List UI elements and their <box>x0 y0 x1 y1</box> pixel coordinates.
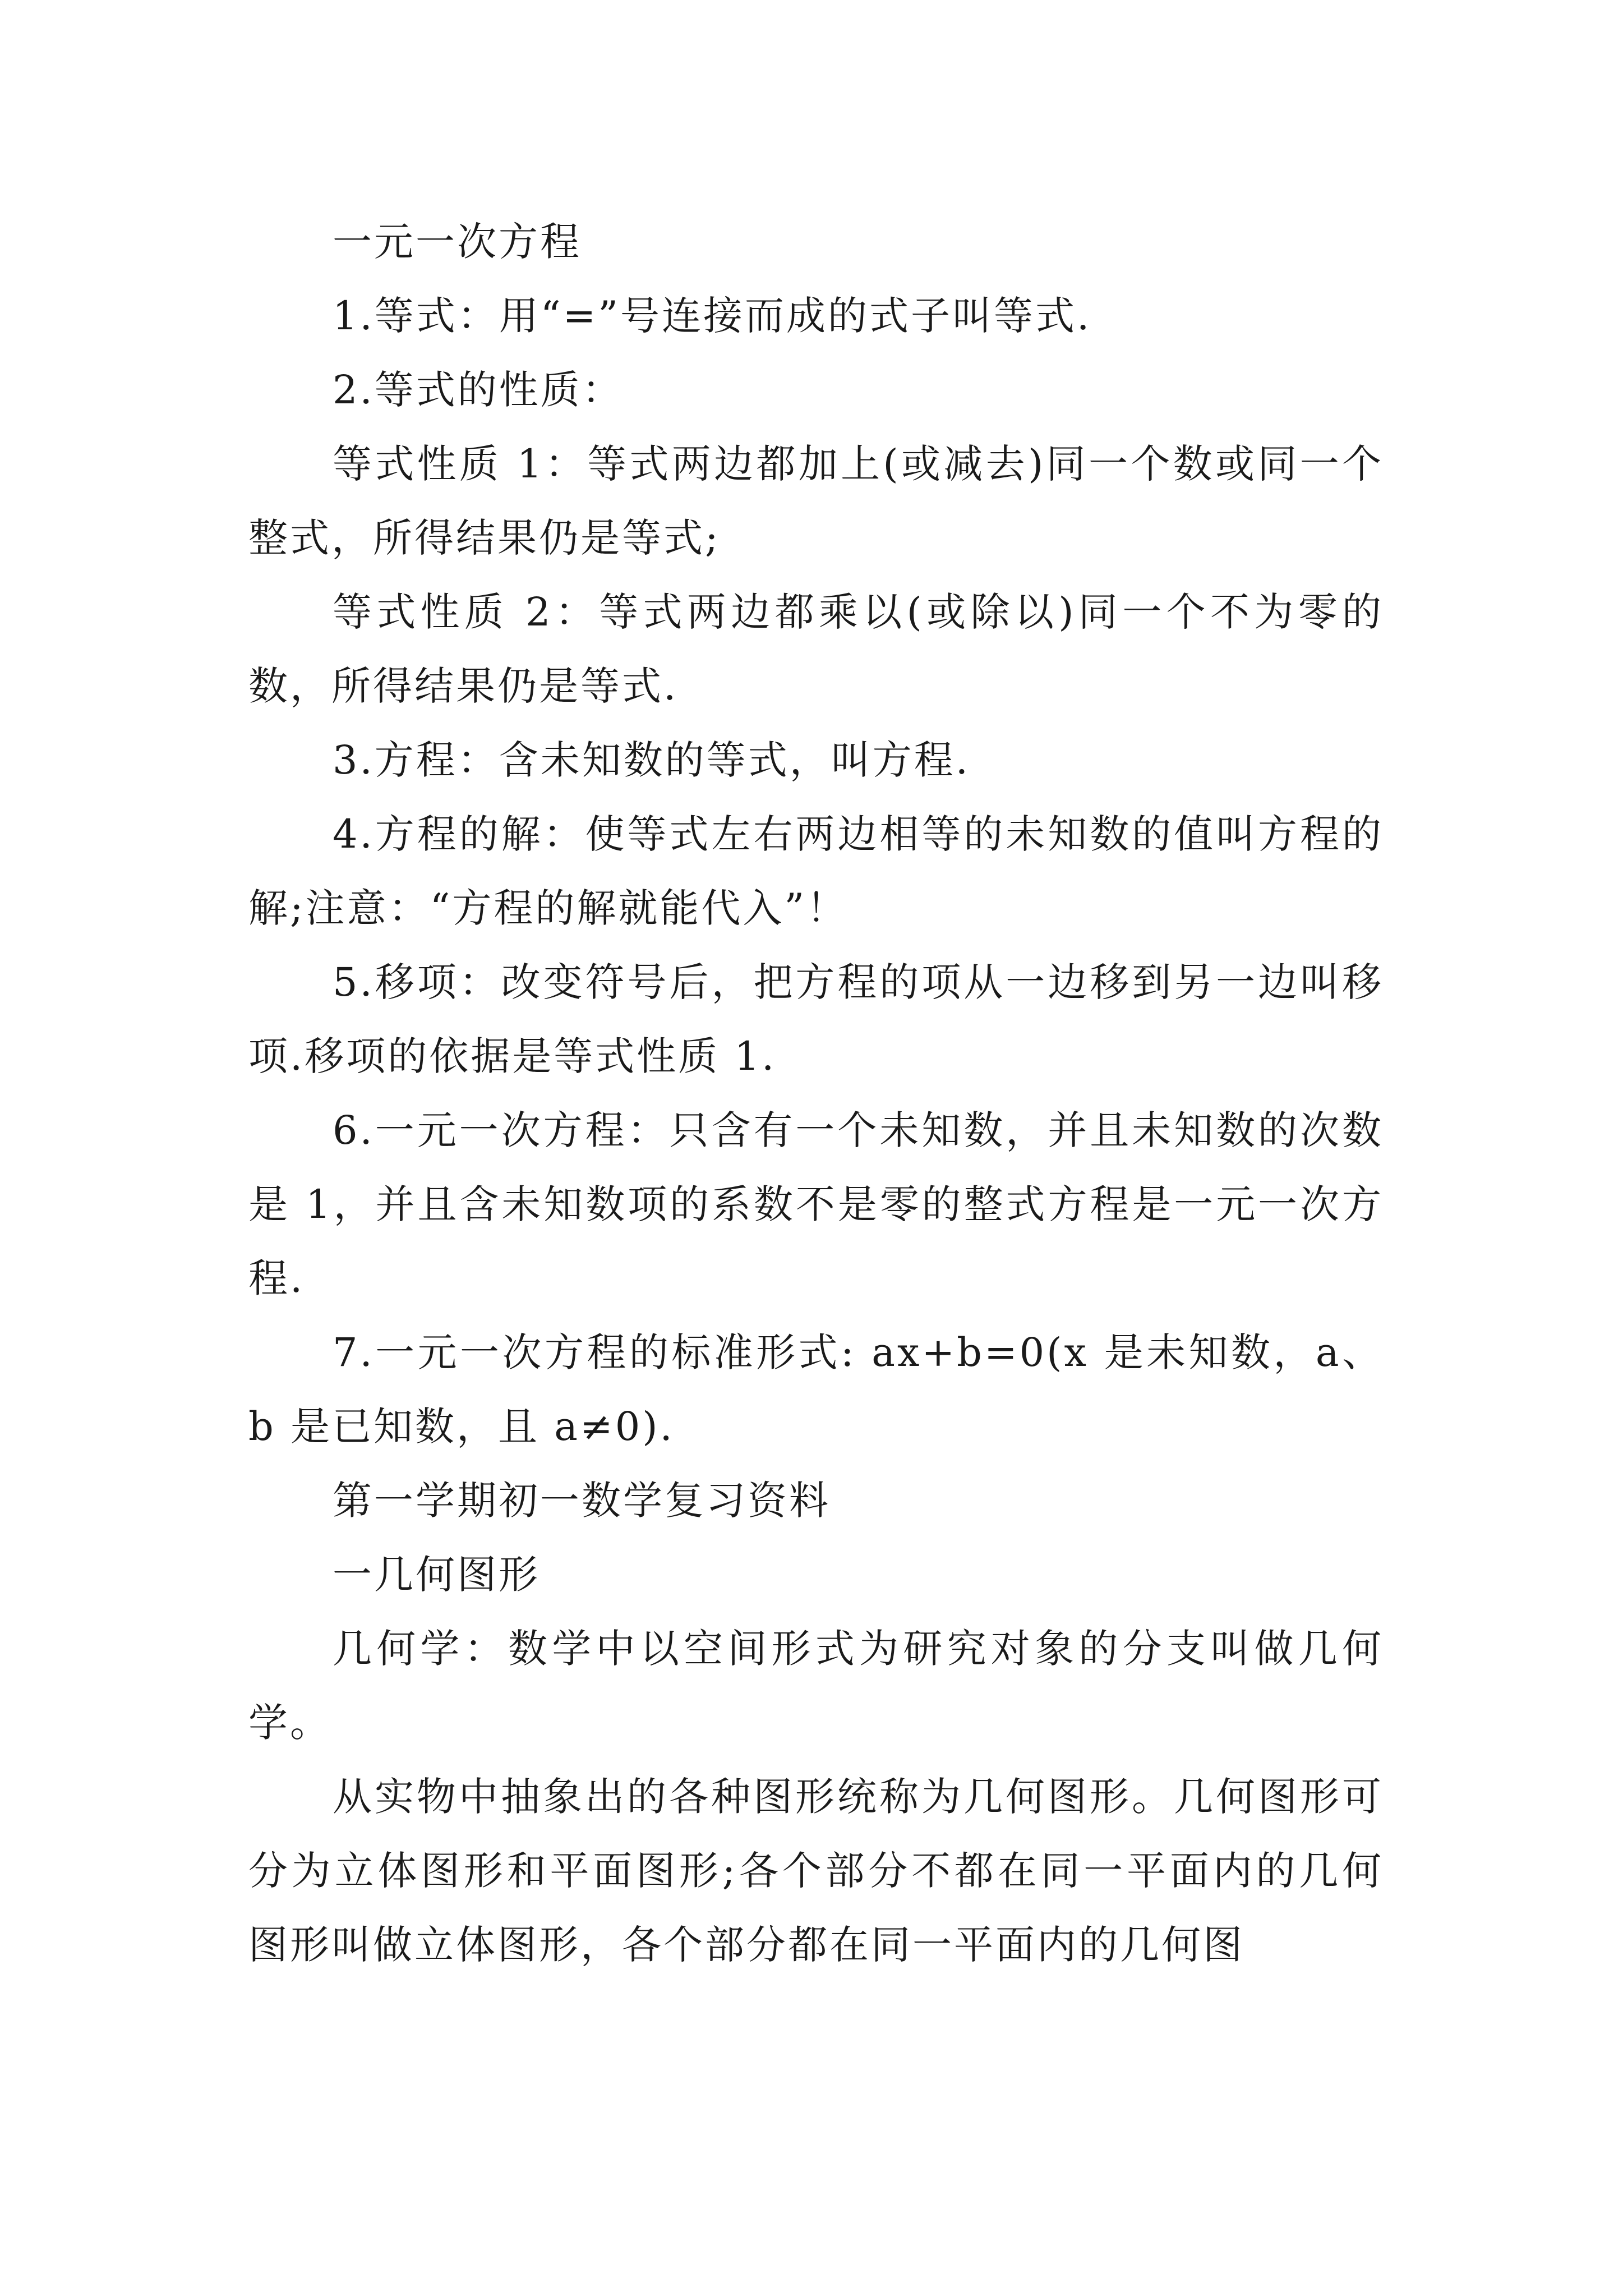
paragraph-linear-equation-definition: 6.一元一次方程：只含有一个未知数，并且未知数的次数是 1，并且含未知数项的系数不是零的整式方程是一元一次方程. <box>248 1107 1384 1301</box>
paragraph-standard-form: 7.一元一次方程的标准形式: ax+b=0(x 是未知数，a、b 是已知数，且 a≠0). <box>248 1329 1384 1450</box>
paragraph-equality-property-2: 等式性质 2：等式两边都乘以(或除以)同一个不为零的数，所得结果仍是等式. <box>248 589 1384 709</box>
paragraph-equality-definition: 1.等式：用“=”号连接而成的式子叫等式. <box>333 293 1092 339</box>
paragraph-transposition: 5.移项：改变符号后，把方程的项从一边移到另一边叫移项.移项的依据是等式性质 1. <box>248 959 1384 1079</box>
paragraph-equality-property-1: 等式性质 1：等式两边都加上(或减去)同一个数或同一个整式，所得结果仍是等式; <box>248 441 1384 561</box>
paragraph-equation-solution: 4.方程的解：使等式左右两边相等的未知数的值叫方程的解;注意：“方程的解就能代入”！ <box>248 811 1384 931</box>
paragraph-geometry-definition: 几何学：数学中以空间形式为研究对象的分支叫做几何学。 <box>248 1626 1384 1746</box>
paragraph-equation-definition: 3.方程：含未知数的等式，叫方程. <box>333 737 971 783</box>
document-body <box>248 205 1384 1982</box>
section-heading-linear-equation: 一元一次方程 <box>333 219 582 265</box>
paragraph-geometric-figures-classification: 从实物中抽象出的各种图形统称为几何图形。几何图形可分为立体图形和平面图形;各个部分不都在同一平面内的几何图形叫做立体图形，各个部分都在同一平面内的几何图 <box>248 1774 1384 1968</box>
paragraph-equality-properties-heading: 2.等式的性质： <box>333 367 624 413</box>
section-heading-geometric-figures: 一几何图形 <box>333 1552 540 1598</box>
section-heading-review-material: 第一学期初一数学复习资料 <box>333 1478 831 1524</box>
